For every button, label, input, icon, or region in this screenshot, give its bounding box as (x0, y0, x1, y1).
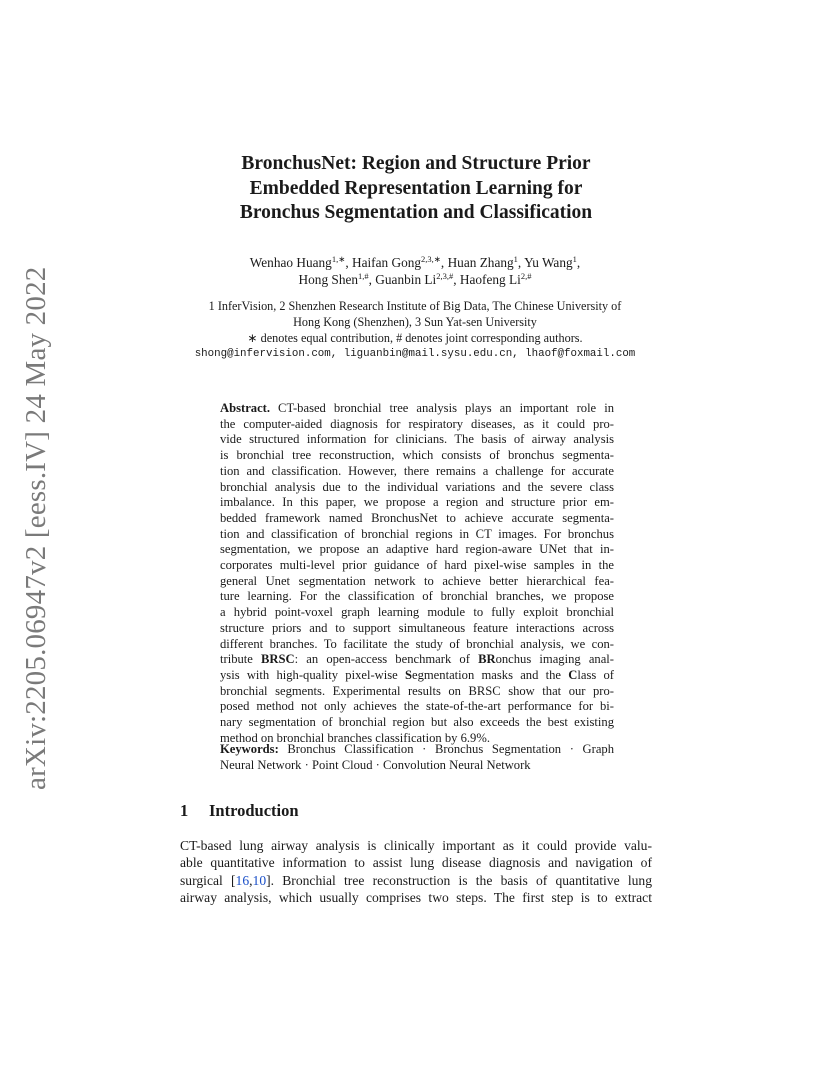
author-list: Wenhao Huang$^{1,∗}$, Haifan Gong$^{2,3,∗}$, Huan Zhang$^1$, Yu Wang$^1$, Hong Shen$^{1,\#}$, Guanbin $Li^{2,3,\#}$, Haofeng $Li^{2,\#}$ (249, 254, 581, 287)
keywords (220, 742, 614, 773)
paper-title (120, 152, 712, 226)
body-line: surgical [16,10]. Bronchial tree reconstruction is the basis of quantitative lung (180, 872, 652, 888)
abstract-line: tion and classification of bronchial regions in CT images. For bronchus (220, 526, 614, 541)
affiliations (150, 298, 680, 346)
body-line: able quantitative information to assist lung disease diagnosis and navigation of (180, 855, 652, 871)
abstract-line: nary segmentation of bronchial region but also exceeds the best existing (220, 715, 614, 730)
body-line: CT-based lung airway analysis is clinically important as it could provide valu- (180, 838, 652, 853)
affiliation-line: 1 InferVision, 2 Shenzhen Research Institute of Big Data, The Chinese University of (208, 299, 622, 313)
section-heading (180, 801, 299, 821)
author-affiliation-mark: 2,# (520, 271, 532, 281)
abstract-line: method on bronchial branches classification by 6.9%. (220, 730, 490, 745)
author-affiliation-mark: 2,3,∗ (421, 254, 441, 264)
author-affiliation-mark: 1,∗ (331, 254, 346, 264)
abstract-line: corporates multi-level prior guidance of hard pixel-wise samples in the (220, 558, 614, 573)
abstract-line: structure priors and to support simultaneous feature interactions across (220, 620, 614, 635)
introduction-text (180, 837, 652, 906)
author-affiliation-mark: 1 (572, 254, 577, 264)
author-affiliation-mark: 1,# (358, 271, 369, 281)
author-name: Haifan Gong (351, 255, 422, 270)
abstract-line: tribute BRSC: an open-access benchmark of BRonchus imaging anal- (220, 652, 614, 667)
abstract-line: imbalance. In this paper, we propose a region and structure prior em- (220, 495, 614, 510)
abstract-line: different branches. To facilitate the study of bronchial analysis, we con- (220, 636, 614, 651)
abstract-line: posed method not only achieves the state-of-the-art performance for bi- (220, 699, 614, 714)
section-title: Introduction (209, 801, 299, 820)
abstract-line: a hybrid point-voxel graph learning module to fully exploit bronchial (220, 605, 614, 620)
abstract-line: segmentation, we propose an adaptive hard region-aware UNet that in- (220, 542, 614, 557)
author-affiliation-mark: 2,3,# (436, 271, 454, 281)
author-name: Guanbin Li (375, 272, 437, 287)
author-name: Wenhao Huang (249, 255, 332, 270)
author-name: Haofeng Li (459, 272, 521, 287)
title-line: BronchusNet: Region and Structure Prior (241, 153, 591, 174)
abstract-line: the computer-aided diagnosis for respiratory diseases, as it could pro- (220, 416, 614, 431)
author-name: Huan Zhang (447, 255, 514, 270)
abstract-line: bronchial segments. Experimental results on BRSC show that our pro- (220, 683, 614, 698)
abstract-line: bedded framework named BronchusNet to achieve accurate segmenta- (220, 510, 614, 525)
abstract-line: ture learning. For the classification of bronchial branches, we propose (220, 589, 614, 604)
author-affiliation-mark: 1 (513, 254, 518, 264)
abstract-line: Abstract. CT-based bronchial tree analysis plays an important role in (220, 401, 614, 415)
title-line: Embedded Representation Learning for (249, 177, 583, 199)
citation-link[interactable]: 10 (252, 872, 267, 888)
abstract-line: ysis with high-quality pixel-wise Segmentation masks and the Class of (220, 667, 614, 682)
keywords-label: Keywords: (220, 742, 279, 756)
author-emails: shong@infervision.com, liguanbin@mail.sysu.edu.cn, lhaof@foxmail.com (194, 348, 636, 360)
contribution-note: ∗ denotes equal contribution, # denotes joint corresponding authors. (247, 331, 583, 345)
body-line: airway analysis, which usually comprises two steps. The first step is to extract (180, 889, 652, 905)
section-number: 1 (180, 801, 189, 820)
author-name: Yu Wang (524, 255, 573, 270)
abstract-line: bronchial analysis due to the individual variations and the severe class (220, 479, 614, 494)
keywords-line: Keywords: Bronchus Classification · Bronchus Segmentation · Graph (220, 742, 614, 756)
citation-link[interactable]: 16 (235, 872, 250, 888)
abstract-line: tion and classification. However, there remains a challenge for accurate (220, 463, 614, 478)
abstract-line: vide structured information for clinicians. The basis of airway analysis (220, 432, 614, 447)
abstract-label: Abstract. (220, 401, 271, 415)
affiliation-line: Hong Kong (Shenzhen), 3 Sun Yat-sen University (293, 315, 537, 329)
abstract (220, 401, 614, 746)
arxiv-identifier: arXiv:2205.06947v2 [eess.IV] 24 May 2022 (20, 266, 52, 790)
abstract-line: general Unet segmentation network to achieve better hierarchical fea- (220, 573, 614, 588)
title-line: Bronchus Segmentation and Classification (239, 202, 593, 223)
keywords-line: Neural Network · Point Cloud · Convolution Neural Network (220, 757, 531, 772)
author-name: Hong Shen (298, 272, 359, 287)
abstract-line: is bronchial tree reconstruction, which consists of bronchus segmenta- (220, 448, 614, 463)
